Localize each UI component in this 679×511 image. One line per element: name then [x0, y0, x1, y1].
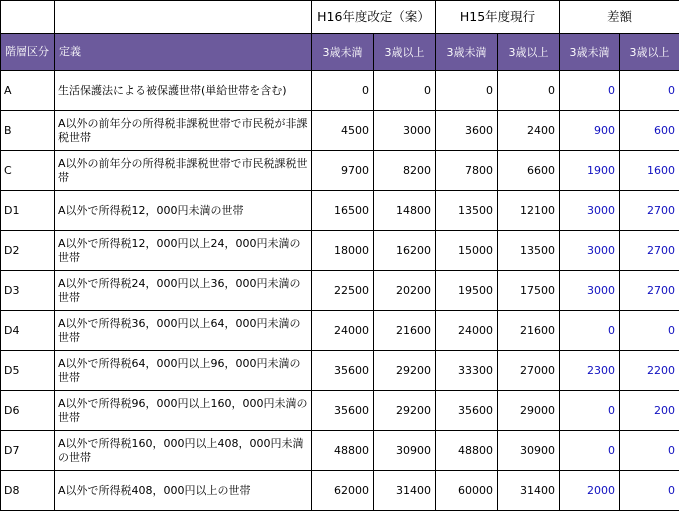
definition-cell: A以外で所得税408，000円以上の世帯 — [55, 471, 312, 511]
h16-over3-cell: 16200 — [374, 231, 436, 271]
h16-under3-cell: 35600 — [312, 351, 374, 391]
level-cell: D2 — [1, 231, 55, 271]
group-header-diff: 差額 — [560, 1, 679, 34]
h15-over3-cell: 2400 — [498, 111, 560, 151]
level-cell: D4 — [1, 311, 55, 351]
h15-under3-cell: 13500 — [436, 191, 498, 231]
diff-under3-cell: 3000 — [560, 231, 620, 271]
h15-over3-cell: 30900 — [498, 431, 560, 471]
h16-under3-cell: 22500 — [312, 271, 374, 311]
table-row — [1, 111, 679, 151]
h15-under3-cell: 60000 — [436, 471, 498, 511]
h15-over3-cell: 29000 — [498, 391, 560, 431]
diff-over3-cell: 2700 — [620, 271, 679, 311]
h16-under3-cell: 48800 — [312, 431, 374, 471]
level-cell: A — [1, 71, 55, 111]
definition-cell: A以外で所得税64，000円以上96，000円未満の世帯 — [55, 351, 312, 391]
definition-cell: A以外で所得税36，000円以上64，000円未満の世帯 — [55, 311, 312, 351]
diff-under3-cell: 0 — [560, 71, 620, 111]
table-row — [1, 231, 679, 271]
h16-under3-cell: 16500 — [312, 191, 374, 231]
blank-cell — [55, 1, 312, 34]
diff-over3-cell: 0 — [620, 431, 679, 471]
header-h15-under3: 3歳未満 — [436, 34, 498, 71]
h15-under3-cell: 0 — [436, 71, 498, 111]
h16-over3-cell: 30900 — [374, 431, 436, 471]
diff-under3-cell: 3000 — [560, 271, 620, 311]
group-header-h16: H16年度改定（案） — [312, 1, 436, 34]
table-row — [1, 191, 679, 231]
table-row — [1, 71, 679, 111]
h15-under3-cell: 7800 — [436, 151, 498, 191]
h16-over3-cell: 31400 — [374, 471, 436, 511]
h15-under3-cell: 48800 — [436, 431, 498, 471]
h15-over3-cell: 0 — [498, 71, 560, 111]
diff-under3-cell: 2000 — [560, 471, 620, 511]
definition-cell: A以外で所得税24，000円以上36，000円未満の世帯 — [55, 271, 312, 311]
diff-under3-cell: 1900 — [560, 151, 620, 191]
h15-under3-cell: 15000 — [436, 231, 498, 271]
h16-over3-cell: 3000 — [374, 111, 436, 151]
h15-over3-cell: 13500 — [498, 231, 560, 271]
h15-under3-cell: 35600 — [436, 391, 498, 431]
definition-cell: A以外の前年分の所得税非課税世帯で市民税課税世帯 — [55, 151, 312, 191]
h15-over3-cell: 6600 — [498, 151, 560, 191]
header-h16-under3: 3歳未満 — [312, 34, 374, 71]
h16-over3-cell: 21600 — [374, 311, 436, 351]
definition-cell: A以外の前年分の所得税非課税世帯で市民税が非課税世帯 — [55, 111, 312, 151]
level-cell: B — [1, 111, 55, 151]
group-header-h15: H15年度現行 — [436, 1, 560, 34]
definition-cell: A以外で所得税96，000円以上160，000円未満の世帯 — [55, 391, 312, 431]
diff-over3-cell: 600 — [620, 111, 679, 151]
diff-under3-cell: 3000 — [560, 191, 620, 231]
h15-under3-cell: 24000 — [436, 311, 498, 351]
h16-over3-cell: 29200 — [374, 351, 436, 391]
diff-over3-cell: 1600 — [620, 151, 679, 191]
diff-over3-cell: 2700 — [620, 191, 679, 231]
diff-under3-cell: 0 — [560, 311, 620, 351]
table-row — [1, 391, 679, 431]
diff-over3-cell: 2200 — [620, 351, 679, 391]
definition-cell: A以外で所得税12，000円以上24，000円未満の世帯 — [55, 231, 312, 271]
h16-under3-cell: 18000 — [312, 231, 374, 271]
level-cell: D7 — [1, 431, 55, 471]
h16-over3-cell: 0 — [374, 71, 436, 111]
diff-over3-cell: 2700 — [620, 231, 679, 271]
definition-cell: A以外で所得税160，000円以上408，000円未満の世帯 — [55, 431, 312, 471]
header-diff-under3: 3歳未満 — [560, 34, 620, 71]
h16-under3-cell: 24000 — [312, 311, 374, 351]
level-cell: C — [1, 151, 55, 191]
table-row — [1, 311, 679, 351]
level-cell: D1 — [1, 191, 55, 231]
h15-under3-cell: 3600 — [436, 111, 498, 151]
column-header-row — [1, 34, 679, 71]
h15-under3-cell: 33300 — [436, 351, 498, 391]
diff-over3-cell: 0 — [620, 311, 679, 351]
h15-under3-cell: 19500 — [436, 271, 498, 311]
h16-under3-cell: 0 — [312, 71, 374, 111]
blank-cell — [1, 1, 55, 34]
h15-over3-cell: 27000 — [498, 351, 560, 391]
diff-over3-cell: 200 — [620, 391, 679, 431]
header-diff-over3: 3歳以上 — [620, 34, 679, 71]
h16-over3-cell: 14800 — [374, 191, 436, 231]
header-h15-over3: 3歳以上 — [498, 34, 560, 71]
diff-over3-cell: 0 — [620, 471, 679, 511]
diff-under3-cell: 2300 — [560, 351, 620, 391]
h16-under3-cell: 9700 — [312, 151, 374, 191]
level-cell: D5 — [1, 351, 55, 391]
h16-over3-cell: 20200 — [374, 271, 436, 311]
header-h16-over3: 3歳以上 — [374, 34, 436, 71]
diff-under3-cell: 900 — [560, 111, 620, 151]
table-row — [1, 271, 679, 311]
group-header-row — [1, 1, 679, 34]
diff-under3-cell: 0 — [560, 431, 620, 471]
diff-under3-cell: 0 — [560, 391, 620, 431]
header-definition: 定義 — [55, 34, 312, 71]
level-cell: D3 — [1, 271, 55, 311]
header-level: 階層区分 — [1, 34, 55, 71]
definition-cell: 生活保護法による被保護世帯(単給世帯を含む) — [55, 71, 312, 111]
h15-over3-cell: 17500 — [498, 271, 560, 311]
h16-over3-cell: 8200 — [374, 151, 436, 191]
level-cell: D8 — [1, 471, 55, 511]
h16-under3-cell: 4500 — [312, 111, 374, 151]
table-row — [1, 471, 679, 511]
h15-over3-cell: 12100 — [498, 191, 560, 231]
table-row — [1, 351, 679, 391]
h16-over3-cell: 29200 — [374, 391, 436, 431]
level-cell: D6 — [1, 391, 55, 431]
h15-over3-cell: 31400 — [498, 471, 560, 511]
definition-cell: A以外で所得税12，000円未満の世帯 — [55, 191, 312, 231]
table-row — [1, 151, 679, 191]
h16-under3-cell: 35600 — [312, 391, 374, 431]
h15-over3-cell: 21600 — [498, 311, 560, 351]
h16-under3-cell: 62000 — [312, 471, 374, 511]
diff-over3-cell: 0 — [620, 71, 679, 111]
table-row — [1, 431, 679, 471]
